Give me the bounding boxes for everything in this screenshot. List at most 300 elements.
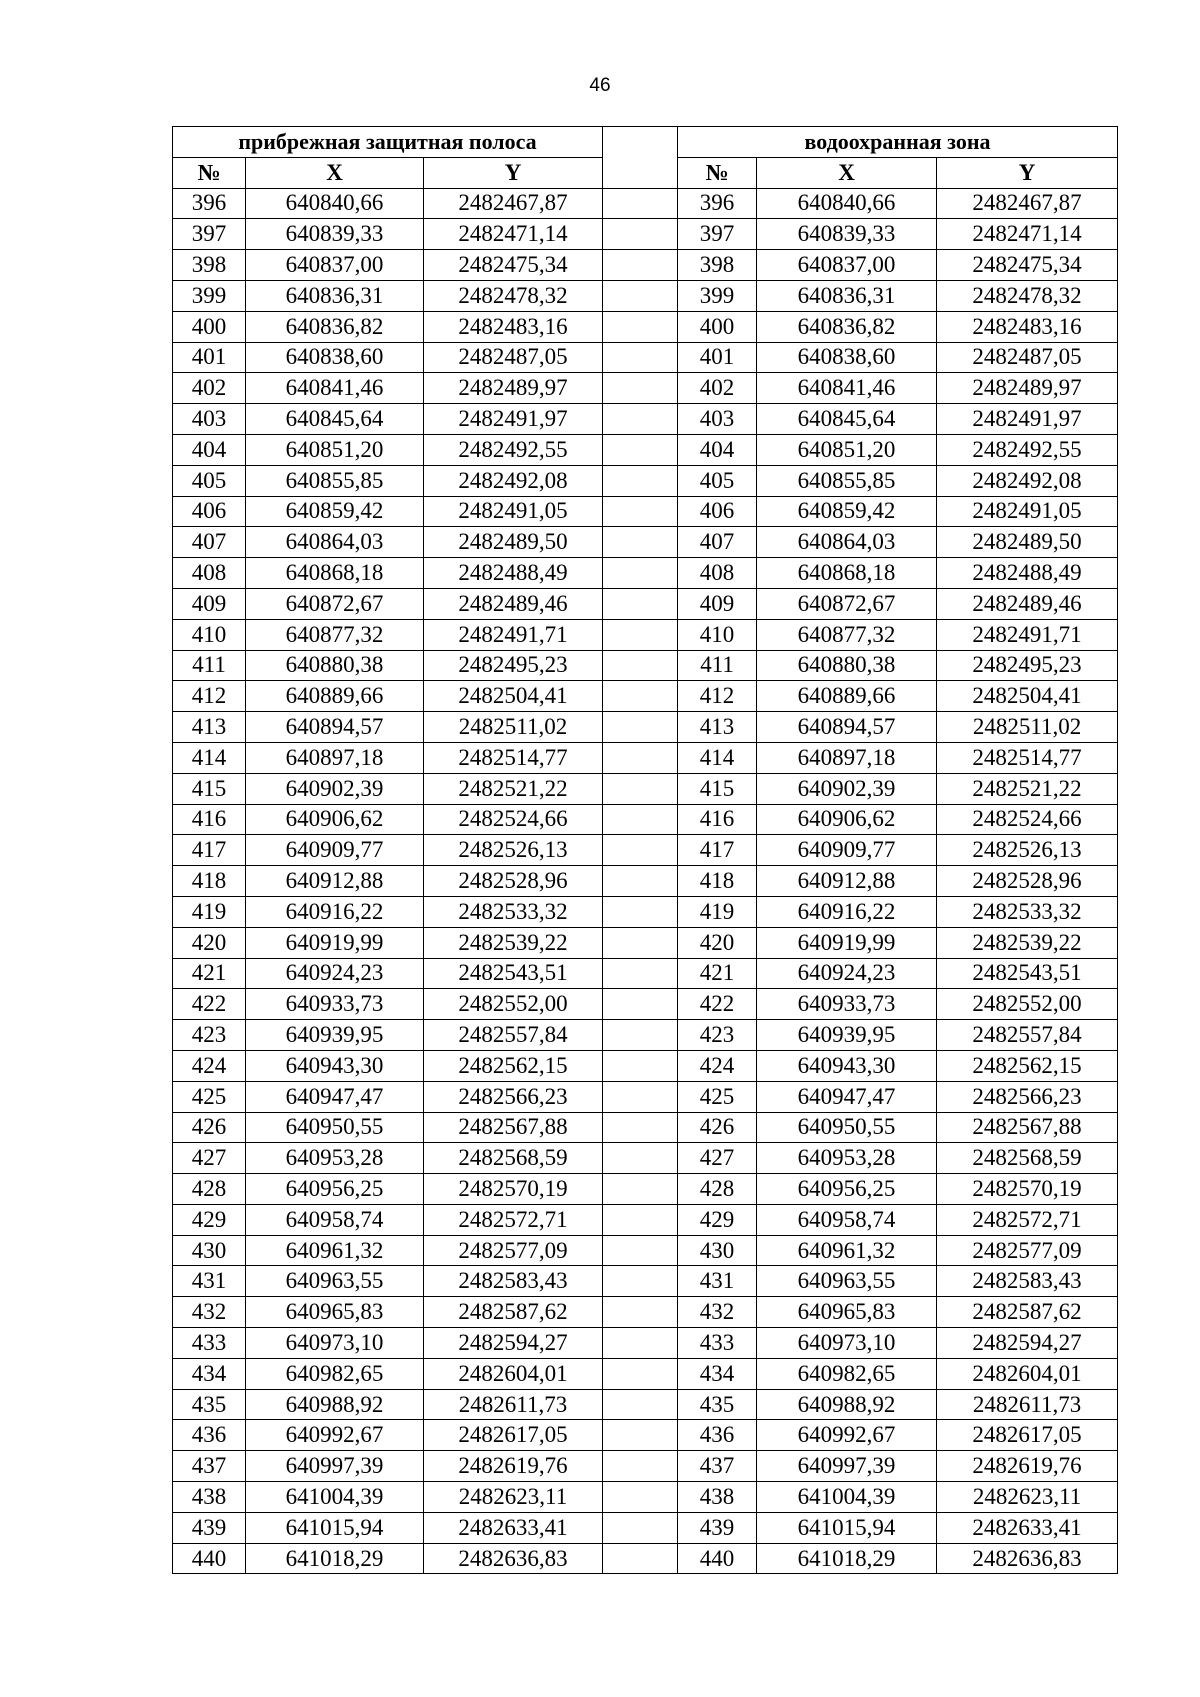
right-point-number-cell: 414 [678, 742, 757, 773]
right-x-coordinate-cell: 640902,39 [757, 773, 937, 804]
table-row [173, 1420, 1118, 1451]
separator-cell [603, 619, 678, 650]
right-y-coordinate-cell: 2482478,32 [937, 280, 1118, 311]
left-y-coordinate-cell: 2482495,23 [424, 650, 603, 681]
left-y-coordinate-cell: 2482557,84 [424, 1020, 603, 1051]
right-point-number-cell: 438 [678, 1482, 757, 1513]
left-point-number-cell: 440 [173, 1543, 246, 1574]
table-row [173, 311, 1118, 342]
left-point-number-cell: 418 [173, 866, 246, 897]
table-row [173, 866, 1118, 897]
left-x-coordinate-cell: 641004,39 [246, 1482, 424, 1513]
right-point-number-cell: 407 [678, 527, 757, 558]
table-row [173, 1328, 1118, 1359]
table-row [173, 496, 1118, 527]
left-x-coordinate-cell: 640912,88 [246, 866, 424, 897]
left-point-number-cell: 415 [173, 773, 246, 804]
left-y-coordinate-cell: 2482492,08 [424, 465, 603, 496]
right-point-number-cell: 426 [678, 1112, 757, 1143]
separator-cell [603, 1112, 678, 1143]
left-column-header-x: X [246, 157, 424, 188]
right-point-number-cell: 424 [678, 1050, 757, 1081]
table-row [173, 250, 1118, 281]
right-y-coordinate-cell: 2482491,97 [937, 404, 1118, 435]
right-x-coordinate-cell: 640837,00 [757, 250, 937, 281]
left-point-number-cell: 429 [173, 1204, 246, 1235]
table-row [173, 773, 1118, 804]
separator-cell [603, 280, 678, 311]
right-point-number-cell: 410 [678, 619, 757, 650]
right-point-number-cell: 419 [678, 896, 757, 927]
separator-cell [603, 1451, 678, 1482]
separator-cell [603, 1081, 678, 1112]
separator-cell [603, 1174, 678, 1205]
separator-cell [603, 558, 678, 589]
separator-cell [603, 742, 678, 773]
left-x-coordinate-cell: 640864,03 [246, 527, 424, 558]
left-y-coordinate-cell: 2482491,71 [424, 619, 603, 650]
left-point-number-cell: 399 [173, 280, 246, 311]
right-point-number-cell: 430 [678, 1235, 757, 1266]
left-x-coordinate-cell: 640943,30 [246, 1050, 424, 1081]
left-x-coordinate-cell: 640958,74 [246, 1204, 424, 1235]
table-row [173, 681, 1118, 712]
separator-cell [603, 373, 678, 404]
separator-cell [603, 1050, 678, 1081]
left-y-coordinate-cell: 2482567,88 [424, 1112, 603, 1143]
separator-cell [603, 311, 678, 342]
left-point-number-cell: 402 [173, 373, 246, 404]
right-point-number-cell: 405 [678, 465, 757, 496]
right-column-header-x: X [757, 157, 937, 188]
right-x-coordinate-cell: 640877,32 [757, 619, 937, 650]
right-y-coordinate-cell: 2482583,43 [937, 1266, 1118, 1297]
right-point-number-cell: 411 [678, 650, 757, 681]
left-x-coordinate-cell: 640924,23 [246, 958, 424, 989]
page-number: 46 [589, 75, 611, 96]
right-x-coordinate-cell: 641004,39 [757, 1482, 937, 1513]
left-point-number-cell: 420 [173, 927, 246, 958]
table-row [173, 404, 1118, 435]
right-x-coordinate-cell: 640988,92 [757, 1389, 937, 1420]
left-x-coordinate-cell: 640859,42 [246, 496, 424, 527]
left-y-coordinate-cell: 2482491,05 [424, 496, 603, 527]
right-y-coordinate-cell: 2482483,16 [937, 311, 1118, 342]
left-y-coordinate-cell: 2482489,46 [424, 588, 603, 619]
right-y-coordinate-cell: 2482617,05 [937, 1420, 1118, 1451]
right-point-number-cell: 432 [678, 1297, 757, 1328]
right-x-coordinate-cell: 640916,22 [757, 896, 937, 927]
left-y-coordinate-cell: 2482492,55 [424, 434, 603, 465]
table-row [173, 989, 1118, 1020]
right-y-coordinate-cell: 2482495,23 [937, 650, 1118, 681]
left-x-coordinate-cell: 640906,62 [246, 804, 424, 835]
right-x-coordinate-cell: 640839,33 [757, 219, 937, 250]
left-x-coordinate-cell: 640836,31 [246, 280, 424, 311]
left-x-coordinate-cell: 640897,18 [246, 742, 424, 773]
separator-cell [603, 1358, 678, 1389]
left-point-number-cell: 398 [173, 250, 246, 281]
right-y-coordinate-cell: 2482467,87 [937, 188, 1118, 219]
separator-cell [603, 527, 678, 558]
left-point-number-cell: 397 [173, 219, 246, 250]
left-x-coordinate-cell: 640947,47 [246, 1081, 424, 1112]
right-y-coordinate-cell: 2482552,00 [937, 989, 1118, 1020]
right-point-number-cell: 422 [678, 989, 757, 1020]
left-point-number-cell: 412 [173, 681, 246, 712]
right-y-coordinate-cell: 2482511,02 [937, 712, 1118, 743]
separator-cell [603, 1420, 678, 1451]
left-point-number-cell: 421 [173, 958, 246, 989]
left-x-coordinate-cell: 640916,22 [246, 896, 424, 927]
separator-cell [603, 866, 678, 897]
left-point-number-cell: 432 [173, 1297, 246, 1328]
left-y-coordinate-cell: 2482583,43 [424, 1266, 603, 1297]
right-x-coordinate-cell: 640912,88 [757, 866, 937, 897]
right-x-coordinate-cell: 640919,99 [757, 927, 937, 958]
right-x-coordinate-cell: 641018,29 [757, 1543, 937, 1574]
right-point-number-cell: 398 [678, 250, 757, 281]
left-x-coordinate-cell: 640880,38 [246, 650, 424, 681]
right-y-coordinate-cell: 2482594,27 [937, 1328, 1118, 1359]
right-x-coordinate-cell: 640855,85 [757, 465, 937, 496]
table-row [173, 588, 1118, 619]
table-row [173, 742, 1118, 773]
table-row [173, 342, 1118, 373]
right-y-coordinate-cell: 2482572,71 [937, 1204, 1118, 1235]
table-row [173, 1266, 1118, 1297]
separator-cell [603, 681, 678, 712]
left-column-header-number: № [173, 157, 246, 188]
left-y-coordinate-cell: 2482521,22 [424, 773, 603, 804]
left-x-coordinate-cell: 640841,46 [246, 373, 424, 404]
left-y-coordinate-cell: 2482617,05 [424, 1420, 603, 1451]
left-x-coordinate-cell: 640933,73 [246, 989, 424, 1020]
table-row [173, 804, 1118, 835]
left-y-coordinate-cell: 2482611,73 [424, 1389, 603, 1420]
left-y-coordinate-cell: 2482568,59 [424, 1143, 603, 1174]
right-point-number-cell: 429 [678, 1204, 757, 1235]
table-row [173, 619, 1118, 650]
right-y-coordinate-cell: 2482636,83 [937, 1543, 1118, 1574]
right-x-coordinate-cell: 640982,65 [757, 1358, 937, 1389]
left-section-title: прибрежная защитная полоса [173, 127, 603, 158]
left-y-coordinate-cell: 2482528,96 [424, 866, 603, 897]
right-y-coordinate-cell: 2482489,46 [937, 588, 1118, 619]
separator-cell [603, 219, 678, 250]
left-x-coordinate-cell: 640965,83 [246, 1297, 424, 1328]
right-point-number-cell: 397 [678, 219, 757, 250]
right-y-coordinate-cell: 2482514,77 [937, 742, 1118, 773]
left-x-coordinate-cell: 640851,20 [246, 434, 424, 465]
right-point-number-cell: 417 [678, 835, 757, 866]
separator-cell [603, 835, 678, 866]
right-y-coordinate-cell: 2482577,09 [937, 1235, 1118, 1266]
separator-cell [603, 1143, 678, 1174]
right-point-number-cell: 427 [678, 1143, 757, 1174]
right-column-header-number: № [678, 157, 757, 188]
left-y-coordinate-cell: 2482524,66 [424, 804, 603, 835]
left-point-number-cell: 436 [173, 1420, 246, 1451]
right-y-coordinate-cell: 2482489,50 [937, 527, 1118, 558]
right-y-coordinate-cell: 2482619,76 [937, 1451, 1118, 1482]
table-row [173, 1358, 1118, 1389]
right-x-coordinate-cell: 640953,28 [757, 1143, 937, 1174]
right-x-coordinate-cell: 640939,95 [757, 1020, 937, 1051]
right-point-number-cell: 415 [678, 773, 757, 804]
left-x-coordinate-cell: 640838,60 [246, 342, 424, 373]
right-point-number-cell: 404 [678, 434, 757, 465]
right-point-number-cell: 396 [678, 188, 757, 219]
right-y-coordinate-cell: 2482528,96 [937, 866, 1118, 897]
right-point-number-cell: 433 [678, 1328, 757, 1359]
right-y-coordinate-cell: 2482587,62 [937, 1297, 1118, 1328]
separator-cell [603, 958, 678, 989]
left-point-number-cell: 435 [173, 1389, 246, 1420]
left-y-coordinate-cell: 2482478,32 [424, 280, 603, 311]
left-x-coordinate-cell: 640919,99 [246, 927, 424, 958]
left-x-coordinate-cell: 640973,10 [246, 1328, 424, 1359]
left-x-coordinate-cell: 640902,39 [246, 773, 424, 804]
left-y-coordinate-cell: 2482566,23 [424, 1081, 603, 1112]
right-point-number-cell: 421 [678, 958, 757, 989]
right-x-coordinate-cell: 640958,74 [757, 1204, 937, 1235]
right-point-number-cell: 420 [678, 927, 757, 958]
left-y-coordinate-cell: 2482570,19 [424, 1174, 603, 1205]
left-x-coordinate-cell: 640868,18 [246, 558, 424, 589]
right-point-number-cell: 409 [678, 588, 757, 619]
left-point-number-cell: 407 [173, 527, 246, 558]
left-point-number-cell: 409 [173, 588, 246, 619]
right-y-coordinate-cell: 2482604,01 [937, 1358, 1118, 1389]
left-point-number-cell: 416 [173, 804, 246, 835]
left-x-coordinate-cell: 640950,55 [246, 1112, 424, 1143]
right-x-coordinate-cell: 640992,67 [757, 1420, 937, 1451]
separator-cell [603, 1389, 678, 1420]
table-row [173, 1235, 1118, 1266]
left-point-number-cell: 423 [173, 1020, 246, 1051]
left-point-number-cell: 439 [173, 1512, 246, 1543]
table-row [173, 1112, 1118, 1143]
left-y-coordinate-cell: 2482489,97 [424, 373, 603, 404]
right-y-coordinate-cell: 2482562,15 [937, 1050, 1118, 1081]
right-point-number-cell: 434 [678, 1358, 757, 1389]
left-y-coordinate-cell: 2482526,13 [424, 835, 603, 866]
left-x-coordinate-cell: 640992,67 [246, 1420, 424, 1451]
right-point-number-cell: 423 [678, 1020, 757, 1051]
table-row [173, 1543, 1118, 1574]
left-x-coordinate-cell: 640877,32 [246, 619, 424, 650]
separator-cell [603, 712, 678, 743]
right-x-coordinate-cell: 640845,64 [757, 404, 937, 435]
right-x-coordinate-cell: 640851,20 [757, 434, 937, 465]
left-point-number-cell: 437 [173, 1451, 246, 1482]
right-x-coordinate-cell: 640906,62 [757, 804, 937, 835]
right-column-header-y: Y [937, 157, 1118, 188]
table-row [173, 1389, 1118, 1420]
left-y-coordinate-cell: 2482488,49 [424, 558, 603, 589]
right-x-coordinate-cell: 640997,39 [757, 1451, 937, 1482]
right-point-number-cell: 431 [678, 1266, 757, 1297]
separator-cell [603, 773, 678, 804]
right-y-coordinate-cell: 2482524,66 [937, 804, 1118, 835]
right-x-coordinate-cell: 640889,66 [757, 681, 937, 712]
left-y-coordinate-cell: 2482543,51 [424, 958, 603, 989]
right-y-coordinate-cell: 2482489,97 [937, 373, 1118, 404]
left-x-coordinate-cell: 640997,39 [246, 1451, 424, 1482]
separator-cell [603, 927, 678, 958]
right-point-number-cell: 403 [678, 404, 757, 435]
right-point-number-cell: 439 [678, 1512, 757, 1543]
separator-cell [603, 465, 678, 496]
left-point-number-cell: 400 [173, 311, 246, 342]
table-row [173, 1512, 1118, 1543]
table-row [173, 1081, 1118, 1112]
table-row [173, 280, 1118, 311]
right-y-coordinate-cell: 2482533,32 [937, 896, 1118, 927]
right-x-coordinate-cell: 640956,25 [757, 1174, 937, 1205]
table-row [173, 835, 1118, 866]
separator-cell [603, 1204, 678, 1235]
left-column-header-y: Y [424, 157, 603, 188]
left-y-coordinate-cell: 2482636,83 [424, 1543, 603, 1574]
left-x-coordinate-cell: 640961,32 [246, 1235, 424, 1266]
right-point-number-cell: 413 [678, 712, 757, 743]
table-row [173, 1482, 1118, 1513]
right-point-number-cell: 399 [678, 280, 757, 311]
coordinates-table [172, 126, 1118, 1574]
left-point-number-cell: 408 [173, 558, 246, 589]
left-x-coordinate-cell: 640982,65 [246, 1358, 424, 1389]
separator-cell [603, 127, 678, 189]
right-y-coordinate-cell: 2482492,08 [937, 465, 1118, 496]
right-y-coordinate-cell: 2482492,55 [937, 434, 1118, 465]
right-y-coordinate-cell: 2482471,14 [937, 219, 1118, 250]
right-y-coordinate-cell: 2482567,88 [937, 1112, 1118, 1143]
left-y-coordinate-cell: 2482577,09 [424, 1235, 603, 1266]
table-row [173, 896, 1118, 927]
right-y-coordinate-cell: 2482633,41 [937, 1512, 1118, 1543]
table-body [173, 188, 1118, 1574]
table-row [173, 373, 1118, 404]
left-x-coordinate-cell: 640845,64 [246, 404, 424, 435]
separator-cell [603, 989, 678, 1020]
right-x-coordinate-cell: 640838,60 [757, 342, 937, 373]
left-y-coordinate-cell: 2482619,76 [424, 1451, 603, 1482]
separator-cell [603, 804, 678, 835]
left-y-coordinate-cell: 2482511,02 [424, 712, 603, 743]
left-point-number-cell: 426 [173, 1112, 246, 1143]
left-y-coordinate-cell: 2482604,01 [424, 1358, 603, 1389]
left-x-coordinate-cell: 640837,00 [246, 250, 424, 281]
left-x-coordinate-cell: 640894,57 [246, 712, 424, 743]
right-x-coordinate-cell: 640965,83 [757, 1297, 937, 1328]
separator-cell [603, 1512, 678, 1543]
table-row [173, 434, 1118, 465]
left-point-number-cell: 434 [173, 1358, 246, 1389]
right-point-number-cell: 440 [678, 1543, 757, 1574]
right-y-coordinate-cell: 2482543,51 [937, 958, 1118, 989]
left-point-number-cell: 428 [173, 1174, 246, 1205]
right-x-coordinate-cell: 640909,77 [757, 835, 937, 866]
left-y-coordinate-cell: 2482491,97 [424, 404, 603, 435]
left-y-coordinate-cell: 2482471,14 [424, 219, 603, 250]
left-x-coordinate-cell: 640988,92 [246, 1389, 424, 1420]
left-y-coordinate-cell: 2482633,41 [424, 1512, 603, 1543]
table-row [173, 1204, 1118, 1235]
left-point-number-cell: 424 [173, 1050, 246, 1081]
table-row [173, 650, 1118, 681]
separator-cell [603, 496, 678, 527]
left-x-coordinate-cell: 640840,66 [246, 188, 424, 219]
table-row [173, 1050, 1118, 1081]
right-y-coordinate-cell: 2482521,22 [937, 773, 1118, 804]
right-point-number-cell: 402 [678, 373, 757, 404]
right-x-coordinate-cell: 640897,18 [757, 742, 937, 773]
left-y-coordinate-cell: 2482552,00 [424, 989, 603, 1020]
separator-cell [603, 434, 678, 465]
right-y-coordinate-cell: 2482623,11 [937, 1482, 1118, 1513]
left-y-coordinate-cell: 2482487,05 [424, 342, 603, 373]
left-y-coordinate-cell: 2482475,34 [424, 250, 603, 281]
table-row [173, 1174, 1118, 1205]
left-y-coordinate-cell: 2482539,22 [424, 927, 603, 958]
left-x-coordinate-cell: 640953,28 [246, 1143, 424, 1174]
right-point-number-cell: 412 [678, 681, 757, 712]
right-section-title: водоохранная зона [678, 127, 1118, 158]
table-row [173, 712, 1118, 743]
left-point-number-cell: 405 [173, 465, 246, 496]
right-y-coordinate-cell: 2482504,41 [937, 681, 1118, 712]
left-x-coordinate-cell: 640963,55 [246, 1266, 424, 1297]
table-row [173, 558, 1118, 589]
left-y-coordinate-cell: 2482562,15 [424, 1050, 603, 1081]
separator-cell [603, 250, 678, 281]
separator-cell [603, 588, 678, 619]
left-point-number-cell: 413 [173, 712, 246, 743]
left-y-coordinate-cell: 2482467,87 [424, 188, 603, 219]
right-point-number-cell: 401 [678, 342, 757, 373]
right-x-coordinate-cell: 640872,67 [757, 588, 937, 619]
right-x-coordinate-cell: 640841,46 [757, 373, 937, 404]
left-point-number-cell: 433 [173, 1328, 246, 1359]
separator-cell [603, 342, 678, 373]
left-x-coordinate-cell: 640836,82 [246, 311, 424, 342]
left-x-coordinate-cell: 640939,95 [246, 1020, 424, 1051]
separator-cell [603, 1482, 678, 1513]
separator-cell [603, 188, 678, 219]
right-point-number-cell: 400 [678, 311, 757, 342]
right-y-coordinate-cell: 2482570,19 [937, 1174, 1118, 1205]
left-x-coordinate-cell: 641015,94 [246, 1512, 424, 1543]
right-x-coordinate-cell: 640840,66 [757, 188, 937, 219]
left-point-number-cell: 410 [173, 619, 246, 650]
left-point-number-cell: 422 [173, 989, 246, 1020]
left-point-number-cell: 414 [173, 742, 246, 773]
table-row [173, 1297, 1118, 1328]
table-row [173, 1451, 1118, 1482]
left-x-coordinate-cell: 640872,67 [246, 588, 424, 619]
right-y-coordinate-cell: 2482568,59 [937, 1143, 1118, 1174]
right-x-coordinate-cell: 640894,57 [757, 712, 937, 743]
separator-cell [603, 650, 678, 681]
separator-cell [603, 1235, 678, 1266]
separator-cell [603, 1297, 678, 1328]
right-point-number-cell: 408 [678, 558, 757, 589]
separator-cell [603, 1543, 678, 1574]
left-x-coordinate-cell: 640956,25 [246, 1174, 424, 1205]
table-row [173, 188, 1118, 219]
